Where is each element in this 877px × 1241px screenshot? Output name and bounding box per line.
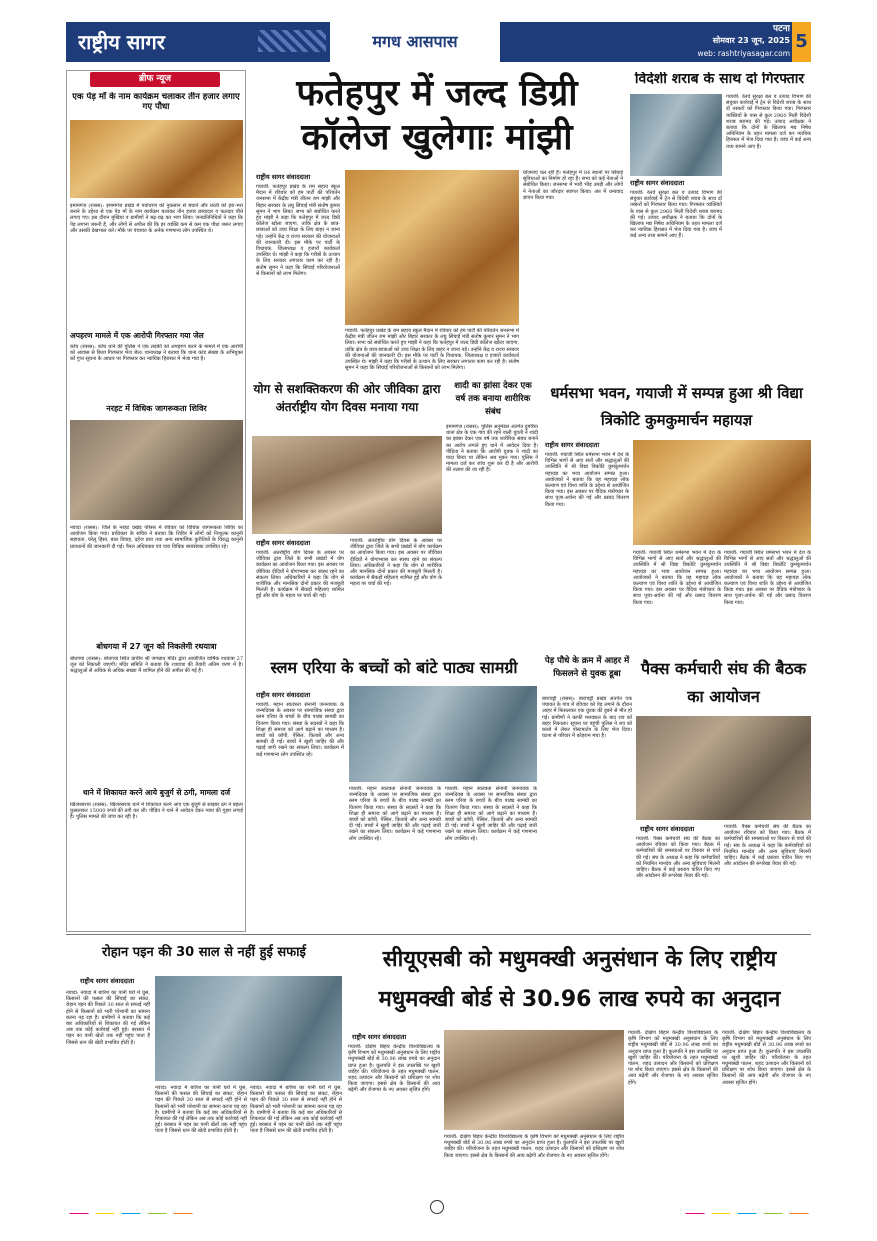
dharmsabha-photo [633,440,811,545]
yoga-body-cont: गयाजी: अंतर्राष्ट्रीय योग दिवस के अवसर पर जीविका द्वारा जिले के सभी प्रखंडों में योग कार्यक्रम का आयोजन किया गया। इस अवसर पर जीविका दीदियों ने योगाभ्यास कर स्वस्थ रहने का संकल्प लिया। अधिकारियों ने कहा कि योग से शारीरिक और मानसिक दोनों प्रकार की मजबूती मिलती है। कार्यक्रम में सैकड़ों महिलाएं शामिल हुईं और योग के महत्व पर चर्चा की गई। [350,538,442,588]
brief-item1-body: इमामगंज (रासस): इमामगंज प्रखंड में पर्यावरण को नुकसान से बचाने और धरती को हरा-भरा बनाने के उद्देश्य से एक पेड़ माँ के नाम कार्यक्रम चलाकर तीन हजार छायादार व फलदार पौधे लगाए गए। इस दौरान मुखिया व ग्रामीणों ने बढ़-चढ़ कर भाग लिया। जनप्रतिनिधियों ने कहा कि पेड़ लगाना जरूरी है, और लोगों से अपील की कि हर व्यक्ति कम से कम एक पौधा जरूर लगाए और उसकी देखभाल करे। मौके पर पंचायत के अनेक गणमान्य लोग उपस्थित थे। [70,203,243,234]
color-dot [710,1213,732,1214]
date-label: सोमवार 23 जून, 2025 [712,36,790,45]
brief-item4-body: बोधगया (रासस): बोधगया स्थित प्राचीन श्री जगन्नाथ मंदिर द्वारा आयोजित वार्षिक रथयात्रा 27 जून को निकाली जाएगी। मंदिर समिति ने बताया कि रथयात्रा की तैयारी अंतिम चरण में है। श्रद्धालुओं से अधिक से अधिक संख्या में शामिल होने की अपील की गई है। [70,656,243,675]
brief-item1-photo [70,120,243,198]
footer-color-bar-left [66,1204,266,1214]
rohan-photo [155,976,342,1081]
color-dot [120,1213,142,1214]
cusb-byline: राष्ट्रीय सागर संवाददाता [352,1033,407,1041]
bottom-rule [66,934,811,935]
dharmsabha-headline: धर्मसभा भवन, गयाजी में सम्पन्न हुआ श्री विद्या त्रिकोटि कुमकुमार्चन महायज्ञ [550,384,803,429]
color-dot [762,1213,784,1214]
drowning-body: बाराचट्टी (रासस): बाराचट्टी प्रखंड अंतर्गत एक पंचायत के गांव में रविवार को पेड़ लगाने के दौरान आहर में फिसलकर एक युवक की डूबने से मौत हो गई। ग्रामीणों ने काफी मशक्कत के बाद शव को बाहर निकाला। सूचना पर पहुंची पुलिस ने शव को कब्जे में लेकर पोस्टमार्टम के लिए भेज दिया। घटना से परिवार में कोहराम मचा है। [542,696,632,740]
liquor-body: गयाजी: रेलवे सुरक्षा बल व उत्पाद विभाग की संयुक्त कार्रवाई में ट्रेन से विदेशी शराब के साथ दो तस्करों को गिरफ्तार किया गया। गिरफ्तार व्यक्तियों के पास से कुल 2960 मिली विदेशी शराब बरामद की गई। उत्पाद अधीक्षक ने बताया कि दोनों के खिलाफ मद्य निषेध अधिनियम के तहत मामला दर्ज कर न्यायिक हिरासत में भेज दिया गया है। जांच में कई अन्य तथ्य सामने आए हैं। [630,190,722,240]
color-dot [684,1213,706,1214]
cusb-body-cont: गयाजी: दक्षिण बिहार केन्द्रीय विश्वविद्यालय के कृषि विभाग को मधुमक्खी अनुसंधान के लिए राष्ट्रीय मधुमक्खी बोर्ड से 30.96 लाख रुपये का अनुदान प्राप्त हुआ है। कुलपति ने इस उपलब्धि पर खुशी जाहिर की। परियोजना के तहत मधुमक्खी पालन, शहद उत्पादन और किसानों को प्रशिक्षण पर शोध किया जाएगा। इससे क्षेत्र के किसानों की आय बढ़ेगी और रोजगार के नए अवसर सृजित होंगे। [444,1134,624,1159]
brief-item3-body: नवादा (रासस): जिले के नरहट प्रखंड परिसर में रविवार को विधिक जागरूकता शिविर का आयोजन किया गया। प्राधिकार के सचिव ने बताया कि शिविर में लोगों को निःशुल्क कानूनी सहायता, घरेलू हिंसा, बाल विवाह, दहेज प्रथा तथा अन्य सामाजिक कुरीतियों के विरुद्ध कानूनी प्रावधानों की जानकारी दी गई। पैनल अधिवक्ता एवं पारा विधिक स्वयंसेवक उपस्थित रहे। [70,525,243,550]
brief-item3-photo [70,420,243,520]
dharmsabha-body-cont: गयाजी: गयाजी स्थित धर्मसभा भवन में देश के विभिन्न भागों से आए संतों और श्रद्धालुओं की उपस्थिति में श्री विद्या त्रिकोटि कुमकुमार्चन महायज्ञ का भव्य आयोजन सम्पन्न हुआ। आयोजकों ने बताया कि यह महायज्ञ लोक कल्याण एवं विश्व शांति के उद्देश्य से आयोजित किया गया। इस अवसर पर वैदिक मंत्रोच्चार के साथ पूजा-अर्चना की गई और प्रसाद वितरण किया गया। [633,550,721,606]
rohan-headline: रोहान पइन की 30 साल से नहीं हुई सफाई [102,945,306,960]
cusb-body-cont3: गयाजी: दक्षिण बिहार केन्द्रीय विश्वविद्यालय के कृषि विभाग को मधुमक्खी अनुसंधान के लिए राष्ट्रीय मधुमक्खी बोर्ड से 30.96 लाख रुपये का अनुदान प्राप्त हुआ है। कुलपति ने इस उपलब्धि पर खुशी जाहिर की। परियोजना के तहत मधुमक्खी पालन, शहद उत्पादन और किसानों को प्रशिक्षण पर शोध किया जाएगा। इससे क्षेत्र के किसानों की आय बढ़ेगी और रोजगार के नए अवसर सृजित होंगे। [722,1030,811,1086]
liquor-headline: विदेशी शराब के साथ दो गिरफ्तार [634,72,805,87]
brief-item3-title: नरहट में विधिक जागरूकता शिविर [106,404,207,413]
cusb-headline: सीयूएसबी को मधुमक्खी अनुसंधान के लिए राष्ट्रीय मधुमक्खी बोर्ड से 30.96 लाख रुपये का अनुदान [378,947,781,1012]
dharmsabha-body-cont2: गयाजी: गयाजी स्थित धर्मसभा भवन में देश के विभिन्न भागों से आए संतों और श्रद्धालुओं की उपस्थिति में श्री विद्या त्रिकोटि कुमकुमार्चन महायज्ञ का भव्य आयोजन सम्पन्न हुआ। आयोजकों ने बताया कि यह महायज्ञ लोक कल्याण एवं विश्व शांति के उद्देश्य से आयोजित किया गया। इस अवसर पर वैदिक मंत्रोच्चार के साथ पूजा-अर्चना की गई और प्रसाद वितरण किया गया। [724,550,811,606]
color-dot [146,1213,168,1214]
drowning-headline: पेड़ पौधे के क्रम में आहर में फिसलने से युवक डूबा [544,656,630,679]
cusb-photo [444,1030,624,1130]
page-number: 5 [792,22,811,62]
cusb-body-cont2: गयाजी: दक्षिण बिहार केन्द्रीय विश्वविद्यालय के कृषि विभाग को मधुमक्खी अनुसंधान के लिए राष्ट्रीय मधुमक्खी बोर्ड से 30.96 लाख रुपये का अनुदान प्राप्त हुआ है। कुलपति ने इस उपलब्धि पर खुशी जाहिर की। परियोजना के तहत मधुमक्खी पालन, शहद उत्पादन और किसानों को प्रशिक्षण पर शोध किया जाएगा। इससे क्षेत्र के किसानों की आय बढ़ेगी और रोजगार के नए अवसर सृजित होंगे। [628,1030,718,1086]
slum-body-cont: गयाजी: महान स्वतंत्रता सेनानी जननायक के जन्मदिवस के अवसर पर सामाजिक संस्था द्वारा स्लम एरिया के बच्चों के बीच पाठ्य सामग्री का वितरण किया गया। संस्था के सदस्यों ने कहा कि शिक्षा ही समाज को आगे बढ़ाने का माध्यम है। बच्चों को कॉपी, पेंसिल, किताबें और अन्य सामग्री दी गई। बच्चों ने खुशी जाहिर की और पढ़ाई जारी रखने का संकल्प लिया। कार्यक्रम में कई गणमान्य लोग उपस्थित रहे। [349,786,441,842]
liquor-photo [630,94,722,176]
brief-item4-title: बोधगया में 27 जून को निकलेगी रथयात्रा [96,642,217,651]
brief-item2-body: कोंच (रासस): कोंच थाने की पुलिस ने एक लड़की को अपहरण करने के मामले में एक आरोपी को आवास से किया गिरफ्तार भेज जेल। थानाध्यक्ष ने बताया कि थाना कांड संख्या के अभियुक्त को गुप्त सूचना के आधार पर गिरफ्तार कर न्यायिक हिरासत में भेजा गया है। [70,344,243,363]
slum-body-cont2: गयाजी: महान स्वतंत्रता सेनानी जननायक के जन्मदिवस के अवसर पर सामाजिक संस्था द्वारा स्लम एरिया के बच्चों के बीच पाठ्य सामग्री का वितरण किया गया। संस्था के सदस्यों ने कहा कि शिक्षा ही समाज को आगे बढ़ाने का माध्यम है। बच्चों को कॉपी, पेंसिल, किताबें और अन्य सामग्री दी गई। बच्चों ने खुशी जाहिर की और पढ़ाई जारी रखने का संकल्प लिया। कार्यक्रम में कई गणमान्य लोग उपस्थित रहे। [445,786,537,842]
lead-headline: फतेहपुर में जल्द डिग्री कॉलेज खुलेगाः मांझी [296,73,578,158]
header-deco [258,30,326,52]
color-dot [68,1213,90,1214]
brief-label: ब्रीफ न्यूज [90,72,220,87]
brief-item2-title: अपहरण मामले में एक आरोपी गिरफ्तार गया जेल [70,331,204,340]
color-dot [94,1213,116,1214]
yoga-photo [252,436,442,534]
web-label[interactable]: web: rashtriyasagar.com [697,49,790,58]
packs-headline: पैक्स कर्मचारी संघ की बैठक का आयोजन [640,659,807,706]
slum-byline: राष्ट्रीय सागर संवाददाता [256,691,311,699]
packs-body-cont: गयाजी: पैक्स कर्मचारी संघ की बैठक का आयोजन रविवार को किया गया। बैठक में कर्मचारियों की समस्याओं पर विस्तार से चर्चा की गई। संघ के अध्यक्ष ने कहा कि कर्मचारियों को नियमित मानदेय और अन्य सुविधाएं मिलनी चाहिए। बैठक में कई प्रस्ताव पारित किए गए और आंदोलन की रूपरेखा तैयार की गई। [724,824,811,868]
city-label: पटना [773,24,790,34]
lead-body: गयाजी: फतेहपुर प्रखंड के राम सहाय स्कूल मैदान में रविवार को हम पार्टी की परिवर्तन जनसभा में केंद्रीय मंत्री जीतन राम मांझी और बिहार सरकार के लघु सिंचाई मंत्री संतोष कुमार सुमन ने भाग लिया। सभा को संबोधित करते हुए मांझी ने कहा कि फतेहपुर में जल्द डिग्री कॉलेज खोला जाएगा, ताकि क्षेत्र के छात्र-छात्राओं को उच्च शिक्षा के लिए बाहर न जाना पड़े। उन्होंने केंद्र व राज्य सरकार की योजनाओं की जानकारी दी। इस मौके पर पार्टी के विधायक, जिलाध्यक्ष व हजारों कार्यकर्ता उपस्थित थे। मांझी ने कहा कि गरीबों के उत्थान के लिए सरकार लगातार काम कर रही है। संतोष सुमन ने कहा कि सिंचाई परियोजनाओं से किसानों को लाभ मिलेगा। [256,184,340,277]
slum-body: गयाजी: महान स्वतंत्रता सेनानी जननायक के जन्मदिवस के अवसर पर सामाजिक संस्था द्वारा स्लम एरिया के बच्चों के बीच पाठ्य सामग्री का वितरण किया गया। संस्था के सदस्यों ने कहा कि शिक्षा ही समाज को आगे बढ़ाने का माध्यम है। बच्चों को कॉपी, पेंसिल, किताबें और अन्य सामग्री दी गई। बच्चों ने खुशी जाहिर की और पढ़ाई जारी रखने का संकल्प लिया। कार्यक्रम में कई गणमान्य लोग उपस्थित रहे। [256,702,344,758]
section-label: मगध आसपास [330,22,500,62]
packs-body: गयाजी: पैक्स कर्मचारी संघ की बैठक का आयोजन रविवार को किया गया। बैठक में कर्मचारियों की समस्याओं पर विस्तार से चर्चा की गई। संघ के अध्यक्ष ने कहा कि कर्मचारियों को नियमित मानदेय और अन्य सुविधाएं मिलनी चाहिए। बैठक में कई प्रस्ताव पारित किए गए और आंदोलन की रूपरेखा तैयार की गई। [636,836,720,880]
liquor-byline: राष्ट्रीय सागर संवाददाता [630,179,685,187]
marriage-body: इमामगंज (रासस): पुलिस अनुमंडल अंतर्गत दुमरिया थाना क्षेत्र के एक गांव की रहने वाली युवती ने शादी का झांसा देकर एक वर्ष तक शारीरिक संबंध बनाने का आरोप लगाते हुए थाने में आवेदन दिया है। पीड़िता ने बताया कि आरोपी युवक ने शादी का वादा किया था लेकिन अब मुकर गया। पुलिस ने मामला दर्ज कर जांच शुरू कर दी है और आरोपी की तलाश की जा रही है। [446,424,538,474]
rohan-byline: राष्ट्रीय सागर संवाददाता [80,977,135,985]
rohan-body: नवादा: नवादा में बारिश का पानी घरों में घुस, किसानों की फसल की सिंचाई का संकट, रोहान पइन की पिछले 30 साल से सफाई नहीं होने से किसानों को भारी परेशानी का सामना करना पड़ रहा है। ग्रामीणों ने बताया कि कई बार अधिकारियों से शिकायत की गई लेकिन अब तक कोई कार्रवाई नहीं हुई। बरसात में पइन का पानी खेतों तक नहीं पहुंच पाता है जिससे धान की खेती प्रभावित होती है। [66,990,150,1046]
lead-body-cont: गयाजी: फतेहपुर प्रखंड के राम सहाय स्कूल मैदान में रविवार को हम पार्टी की परिवर्तन जनसभा में केंद्रीय मंत्री जीतन राम मांझी और बिहार सरकार के लघु सिंचाई मंत्री संतोष कुमार सुमन ने भाग लिया। सभा को संबोधित करते हुए मांझी ने कहा कि फतेहपुर में जल्द डिग्री कॉलेज खोला जाएगा, ताकि क्षेत्र के छात्र-छात्राओं को उच्च शिक्षा के लिए बाहर न जाना पड़े। उन्होंने केंद्र व राज्य सरकार की योजनाओं की जानकारी दी। इस मौके पर पार्टी के विधायक, जिलाध्यक्ष व हजारों कार्यकर्ता उपस्थित थे। मांझी ने कहा कि गरीबों के उत्थान के लिए सरकार लगातार काम कर रही है। संतोष सुमन ने कहा कि सिंचाई परियोजनाओं से किसानों को लाभ मिलेगा। [345,328,519,372]
liquor-body-cont: गयाजी: रेलवे सुरक्षा बल व उत्पाद विभाग की संयुक्त कार्रवाई में ट्रेन से विदेशी शराब के साथ दो तस्करों को गिरफ्तार किया गया। गिरफ्तार व्यक्तियों के पास से कुल 2960 मिली विदेशी शराब बरामद की गई। उत्पाद अधीक्षक ने बताया कि दोनों के खिलाफ मद्य निषेध अधिनियम के तहत मामला दर्ज कर न्यायिक हिरासत में भेज दिया गया है। जांच में कई अन्य तथ्य सामने आए हैं। [726,94,811,150]
slum-photo [349,686,537,782]
yoga-headline: योग से सशक्तिकरण की ओर जीविका द्वारा अंतर्राष्ट्रीय योग दिवस मनाया गया [253,382,441,414]
brief-item1-title: एक पेड़ माँ के नाम कार्यक्रम चलाकर तीन हजार लगाए गए पौधा [72,92,240,112]
dharmsabha-byline: राष्ट्रीय सागर संवाददाता [545,441,600,449]
marriage-headline: शादी का झांसा देकर एक वर्ष तक बनाया शारीरिक संबंध [454,381,532,417]
lead-byline: राष्ट्रीय सागर संवाददाता [256,173,311,181]
registration-mark-icon [430,1200,444,1214]
dharmsabha-body: गयाजी: गयाजी स्थित धर्मसभा भवन में देश के विभिन्न भागों से आए संतों और श्रद्धालुओं की उपस्थिति में श्री विद्या त्रिकोटि कुमकुमार्चन महायज्ञ का भव्य आयोजन सम्पन्न हुआ। आयोजकों ने बताया कि यह महायज्ञ लोक कल्याण एवं विश्व शांति के उद्देश्य से आयोजित किया गया। इस अवसर पर वैदिक मंत्रोच्चार के साथ पूजा-अर्चना की गई और प्रसाद वितरण किया गया। [545,452,629,508]
rohan-body-cont2: नवादा: नवादा में बारिश का पानी घरों में घुस, किसानों की फसल की सिंचाई का संकट, रोहान पइन की पिछले 30 साल से सफाई नहीं होने से किसानों को भारी परेशानी का सामना करना पड़ रहा है। ग्रामीणों ने बताया कि कई बार अधिकारियों से शिकायत की गई लेकिन अब तक कोई कार्रवाई नहीं हुई। बरसात में पइन का पानी खेतों तक नहीं पहुंच पाता है जिससे धान की खेती प्रभावित होती है। [250,1085,342,1135]
lead-body2: योजनाएं चल रही हैं। फतेहपुर में 84 स्थानों पर सिंचाई सुविधाओं का निर्माण हो रहा है। सभा को कई नेताओं ने संबोधित किया। जनसभा में भारी भीड़ उमड़ी और लोगों ने नेताओं का जोरदार स्वागत किया। अंत में धन्यवाद ज्ञापन किया गया। [523,170,623,201]
yoga-body: गयाजी: अंतर्राष्ट्रीय योग दिवस के अवसर पर जीविका द्वारा जिले के सभी प्रखंडों में योग कार्यक्रम का आयोजन किया गया। इस अवसर पर जीविका दीदियों ने योगाभ्यास कर स्वस्थ रहने का संकल्प लिया। अधिकारियों ने कहा कि योग से शारीरिक और मानसिक दोनों प्रकार की मजबूती मिलती है। कार्यक्रम में सैकड़ों महिलाएं शामिल हुईं और योग के महत्व पर चर्चा की गई। [256,550,344,600]
lead-photo [345,170,519,325]
masthead-title: राष्ट्रीय सागर [78,30,165,54]
cusb-body: गयाजी: दक्षिण बिहार केन्द्रीय विश्वविद्यालय के कृषि विभाग को मधुमक्खी अनुसंधान के लिए राष्ट्रीय मधुमक्खी बोर्ड से 30.96 लाख रुपये का अनुदान प्राप्त हुआ है। कुलपति ने इस उपलब्धि पर खुशी जाहिर की। परियोजना के तहत मधुमक्खी पालन, शहद उत्पादन और किसानों को प्रशिक्षण पर शोध किया जाएगा। इससे क्षेत्र के किसानों की आय बढ़ेगी और रोजगार के नए अवसर सृजित होंगे। [348,1044,440,1094]
packs-byline: राष्ट्रीय सागर संवाददाता [640,825,695,833]
yoga-byline: राष्ट्रीय सागर संवाददाता [256,539,311,547]
footer-color-bar-right [612,1204,812,1214]
rohan-body-cont: नवादा: नवादा में बारिश का पानी घरों में घुस, किसानों की फसल की सिंचाई का संकट, रोहान पइन की पिछले 30 साल से सफाई नहीं होने से किसानों को भारी परेशानी का सामना करना पड़ रहा है। ग्रामीणों ने बताया कि कई बार अधिकारियों से शिकायत की गई लेकिन अब तक कोई कार्रवाई नहीं हुई। बरसात में पइन का पानी खेतों तक नहीं पहुंच पाता है जिससे धान की खेती प्रभावित होती है। [155,1085,247,1135]
brief-item5-body: खिजरसराय (रासस): खिजरसराय थाने में शिकायत करने आए एक बुजुर्ग से साइबर ठग ने बहला फुसलाकर 15000 रुपये की ठगी कर ली। पीड़ित ने थाने में आवेदन देकर न्याय की गुहार लगाई है। पुलिस मामले की जांच कर रही है। [70,802,243,821]
slum-headline: स्लम एरिया के बच्चों को बांटे पाठ्य सामग्री [270,658,518,677]
packs-photo [636,716,811,820]
color-dot [788,1213,810,1214]
color-dot [172,1213,194,1214]
brief-item5-title: थाने में शिकायत करने आये बुजुर्ग से ठगी, मामला दर्ज [82,788,231,797]
color-dot [736,1213,758,1214]
